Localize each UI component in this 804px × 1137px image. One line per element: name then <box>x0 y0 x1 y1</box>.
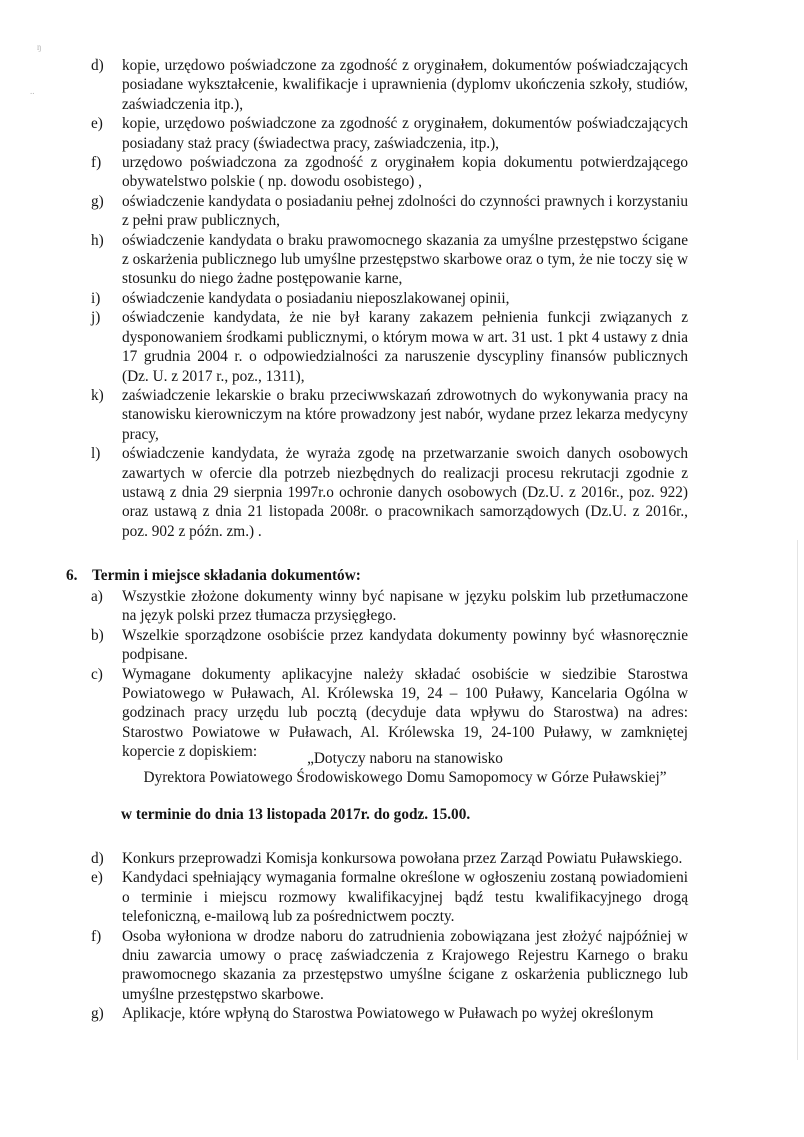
list-item <box>91 665 688 762</box>
list-item <box>91 153 688 192</box>
item-text: oświadczenie kandydata o braku prawomocnego skazania za umyślne przestępstwo ścigane z oskarżenia publicznego lub umyślne przestępstwo skarbowe oraz o tym, że nie toczy się w stosunku do niego żadne postępowanie karne, <box>122 231 688 288</box>
item-label: c) <box>91 665 103 683</box>
list-item <box>91 587 688 626</box>
item-text: Wszystkie złożone dokumenty winny być napisane w języku polskim lub przetłumaczone na język polski przez tłumacza przysięgłego. <box>122 588 688 625</box>
list-item <box>91 849 688 868</box>
item-text: oświadczenie kandydata, że wyraża zgodę na przetwarzanie swoich danych osobowych zawartych w ofercie dla potrzeb niezbędnych do realizacji procesu rekrutacji zgodnie z ustawą z dnia 29 sierpnia 1997r.o ochronie danych osobowych (Dz.U. z 2016r., poz. 922) oraz ustawą z dnia 21 listopada 2008r. o pracownikach samorządowych (Dz.U. z 2016r., poz. 902 z późn. zm.) . <box>122 445 688 540</box>
requirements-list <box>91 56 688 541</box>
scan-edge-line <box>797 540 798 1060</box>
item-text: oświadczenie kandydata o posiadaniu nieposzlakowanej opinii, <box>122 289 510 307</box>
submission-list <box>91 587 688 762</box>
deadline-text: w terminie do dnia 13 listopada 2017r. do godz. 15.00. <box>121 806 471 823</box>
item-label: d) <box>91 850 104 867</box>
item-label: e) <box>91 869 103 887</box>
item-label: i) <box>91 289 101 307</box>
section-title: Termin i miejsce składania dokumentów: <box>92 567 361 584</box>
item-text: Kandydaci spełniający wymagania formalne określone w ogłoszeniu zostaną powiadomieni o terminie i miejscu rozmowy kwalifikacyjnej bądź testu kwalifikacyjnego drogą telefoniczną, e-mailową lub za pośrednictwem poczty. <box>122 869 688 926</box>
list-item <box>91 444 688 541</box>
item-text: Wszelkie sporządzone osobiście przez kandydata dokumenty powinny być własnoręcznie podpisane. <box>122 626 688 664</box>
list-item <box>91 386 688 444</box>
item-text: oświadczenie kandydata o posiadaniu pełnej zdolności do czynności prawnych i korzystaniu z pełni praw publicznych, <box>122 192 688 230</box>
list-item <box>91 56 688 114</box>
item-text: oświadczenie kandydata, że nie był karany zakazem pełnienia funkcji związanych z dysponowaniem środkami publicznymi, o którym mowa w art. 31 ust. 1 pkt 4 ustawy z dnia 17 grudnia 2004 r. o odpowiedzialności za naruszenie dyscypliny finansów publicznych (Dz. U. z 2017 r., poz., 1311), <box>122 309 688 385</box>
scan-mark-top: ŋ <box>37 42 42 52</box>
item-text: kopie, urzędowo poświadczone za zgodność z oryginałem, dokumentów poświadczających posiadany staż pracy (świadectwa pracy, zaświadczenia, itp.), <box>122 115 688 152</box>
item-label: f) <box>91 154 102 172</box>
list-item <box>91 308 688 386</box>
item-label: j) <box>91 309 101 327</box>
item-label: a) <box>91 588 103 605</box>
scan-mark-left: .. <box>30 86 35 96</box>
item-text: zaświadczenie lekarskie o braku przeciwwskazań zdrowotnych do wykonywania pracy na stanowisku kierowniczym na które prowadzony jest nabór, wydane przez lekarza medycyny pracy, <box>122 386 688 443</box>
item-text: Konkurs przeprowadzi Komisja konkursowa powołana przez Zarząd Powiatu Puławskiego. <box>122 850 683 867</box>
item-label: e) <box>91 115 103 133</box>
item-text: kopie, urzędowo poświadczone za zgodność z oryginałem, dokumentów poświadczających posiadane wykształcenie, kwalifikacje i uprawnienia (dyplomv ukończenia szkoły, studiów, zaświadczenia itp.), <box>122 57 688 113</box>
list-item <box>91 231 688 289</box>
procedure-list <box>91 849 688 1024</box>
annotation-line-1: „Dotyczy naboru na stanowisko <box>307 750 503 767</box>
item-label: g) <box>91 192 104 210</box>
list-item <box>91 1004 688 1023</box>
item-label: b) <box>91 626 104 644</box>
item-text: urzędowo poświadczona za zgodność z oryginałem kopia dokumentu potwierdzającego obywatelstwo polskie ( np. dowodu osobistego) , <box>122 154 688 191</box>
item-label: h) <box>91 231 104 249</box>
item-text: Aplikacje, które wpłyną do Starostwa Powiatowego w Puławach po wyżej określonym <box>122 1005 654 1023</box>
list-item <box>91 868 688 926</box>
item-text: Osoba wyłoniona w drodze naboru do zatrudnienia zobowiązana jest złożyć najpóźniej w dniu zawarcia umowy o pracę zaświadczenia z Krajowego Rejestru Karnego o braku prawomocnego skazania za przestępstwo umyślne ścigane z oskarżenia publicznego lub umyślne przestępstwo skarbowe. <box>122 927 688 1003</box>
item-label: f) <box>91 927 102 945</box>
section-heading <box>66 566 361 585</box>
item-label: l) <box>91 445 101 463</box>
envelope-annotation <box>120 749 690 788</box>
list-item <box>91 927 688 1005</box>
list-item <box>91 626 688 665</box>
list-item <box>91 289 688 308</box>
item-label: d) <box>91 57 104 74</box>
item-text: Wymagane dokumenty aplikacyjne należy składać osobiście w siedzibie Starostwa Powiatowego w Puławach, Al. Królewska 19, 24 – 100 Puławy, Kancelaria Ogólna w godzinach pracy urzędu lub pocztą (decyduje data wpływu do Starostwa) na adres: Starostwo Powiatowe w Puławach, Al. Królewska 19, 24-100 Puławy, w zamkniętej kopercie z dopiskiem: <box>122 665 688 761</box>
section-number: 6. <box>66 567 78 584</box>
list-item <box>91 114 688 153</box>
item-label: g) <box>91 1005 104 1023</box>
annotation-line-2: Dyrektora Powiatowego Środowiskowego Domu Samopomocy w Górze Puławskiej” <box>143 769 667 787</box>
item-label: k) <box>91 386 104 404</box>
list-item <box>91 192 688 231</box>
